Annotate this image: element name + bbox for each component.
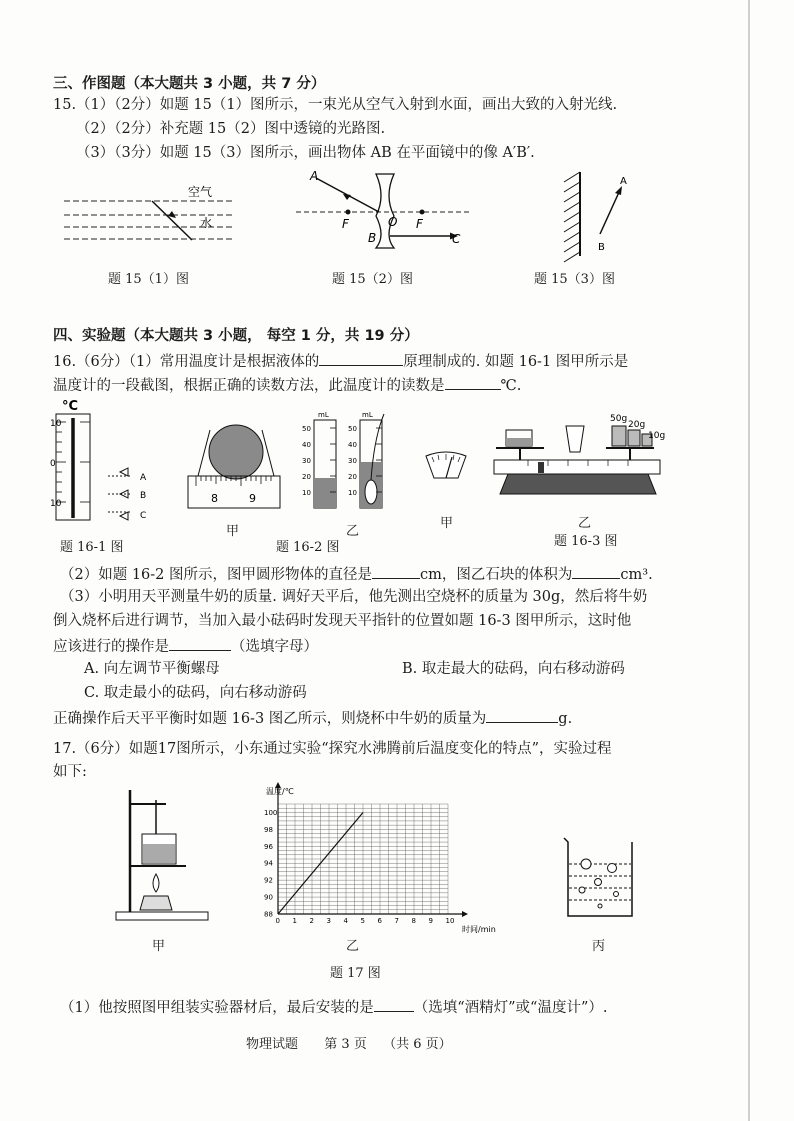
fig17-beaker-bubbles <box>560 834 640 924</box>
fig17-chart <box>244 780 506 940</box>
bubble <box>598 904 602 908</box>
fig15-2-caption: 题 15（2）图 <box>332 272 413 287</box>
q15-2-text: （2）（2分）补充题 15（2）图中透镜的光路图. <box>76 121 386 137</box>
footer-page: 第 3 页 <box>324 1037 367 1052</box>
refracted-ray <box>152 201 192 240</box>
fig15-1-caption: 题 15（1）图 <box>108 272 189 287</box>
q17-line1: 17.（6分）如题17图所示，小东通过实验“探究水沸腾前后温度变化的特点”，实验过程 <box>53 741 612 757</box>
weight-20g <box>628 430 640 446</box>
fig16-1-caption: 题 16-1 图 <box>60 540 124 555</box>
fig16-3-jia-label: 甲 <box>440 516 454 531</box>
fig17-apparatus <box>112 784 212 924</box>
q17-1-part2: （选填“酒精灯”或“温度计”）. <box>413 1000 608 1016</box>
q16-line1 <box>53 350 628 372</box>
q15-1-text: 15.（1）（2分）如题 15（1）图所示，一束光从空气入射到水面，画出大致的入射光线. <box>53 97 618 113</box>
q16-line2-part1: 温度计的一段截图，根据正确的读数方法，此温度计的读数是 <box>53 378 445 394</box>
x-tick-label: 4 <box>343 917 348 925</box>
option-A: A. 向左调节平衡螺母 <box>84 661 220 677</box>
q16-blank-operation[interactable] <box>169 635 231 651</box>
air-label: 空气 <box>188 185 213 199</box>
cylinder2-unit: mL <box>362 411 373 419</box>
fig15-1-diagram <box>64 180 244 250</box>
fig17-yi-label: 乙 <box>346 939 360 954</box>
chart-xlabel: 时间/min <box>462 925 496 934</box>
q16-3-line3 <box>53 635 318 657</box>
fig16-2-yi-label: 乙 <box>346 524 360 539</box>
balance-base <box>500 474 656 494</box>
fig17-bing-label: 丙 <box>592 939 606 954</box>
cyl2-tick-20: 20 <box>348 473 357 481</box>
cyl1-tick-10: 10 <box>302 489 311 497</box>
fig17-jia-label: 甲 <box>152 939 166 954</box>
q15-3-text: （3）（3分）如题 15（3）图所示，画出物体 AB 在平面镜中的像 A′B′. <box>76 145 535 161</box>
x-tick-label: 1 <box>292 917 297 925</box>
object-AB <box>600 190 620 234</box>
thermo-option-A: A <box>140 473 147 483</box>
thermo-option-C: C <box>140 511 147 521</box>
y-tick-label: 100 <box>264 808 278 817</box>
optical-center-O: O <box>388 215 398 229</box>
y-tick-label: 88 <box>264 910 273 919</box>
thermo-tick-10: 10 <box>50 419 62 429</box>
cyl1-tick-50: 50 <box>302 425 311 433</box>
q16-3-part1: 应该进行的操作是 <box>53 639 169 655</box>
q17-1-part1: （1）他按照图甲组装实验器材后，最后安装的是 <box>60 1000 374 1016</box>
thermo-option-B: B <box>140 491 147 501</box>
bubble <box>614 892 619 897</box>
point-C: C <box>452 232 461 246</box>
fig16-3-balance <box>488 408 668 508</box>
y-tick-label: 90 <box>264 893 273 902</box>
fig16-3-caption: 题 16-3 图 <box>554 534 618 549</box>
cyl2-tick-40: 40 <box>348 441 357 449</box>
chart-ylabel: 温度/℃ <box>266 787 294 796</box>
fig16-3-yi-label: 乙 <box>578 516 592 531</box>
q16-line1-part2: 原理制成的. 如题 16-1 图甲所示是 <box>403 354 629 370</box>
alcohol-lamp <box>140 896 172 910</box>
fig16-2-ruler <box>184 420 284 520</box>
q16-2-part3: cm³. <box>620 567 653 583</box>
ruler-mark-8: 8 <box>211 492 218 505</box>
option-C: C. 取走最小的砝码，向右移动游码 <box>84 685 307 701</box>
q16-4-part1: 正确操作后天平平衡时如题 16-3 图乙所示，则烧杯中牛奶的质量为 <box>53 711 487 727</box>
q16-3-line1: （3）小明用天平测量牛奶的质量. 调好天平后，他先测出空烧杯的质量为 30g，然后将牛奶 <box>60 589 648 605</box>
q16-4-line <box>53 707 572 729</box>
q16-3-part2: （选填字母） <box>231 639 318 655</box>
focus-F-right: F <box>416 217 423 231</box>
cyl2-tick-10: 10 <box>348 489 357 497</box>
weight-50g <box>612 426 626 446</box>
cyl2-tick-30: 30 <box>348 457 357 465</box>
thermo-tick-m10: 10 <box>50 499 62 509</box>
rider <box>538 462 544 473</box>
fig16-3-pointer-dial <box>422 448 472 496</box>
cyl2-tick-50: 50 <box>348 425 357 433</box>
fig17-caption: 题 17 图 <box>330 966 381 981</box>
fig16-2-jia-label: 甲 <box>226 524 240 539</box>
footer-total: （共 6 页） <box>383 1037 452 1052</box>
chart-grid <box>278 804 448 914</box>
q16-4-part2: g. <box>558 711 573 727</box>
q16-2-line <box>60 563 653 585</box>
thermo-tick-0: 0 <box>50 459 56 469</box>
q16-3-line2: 倒入烧杯后进行调节，当加入最小砝码时发现天平指针的位置如题 16-3 图甲所示，这时他 <box>53 613 632 629</box>
fig16-2-caption: 题 16-2 图 <box>276 540 340 555</box>
balance-beam <box>494 460 660 474</box>
x-tick-label: 0 <box>275 917 280 925</box>
fig15-2-diagram <box>296 168 476 253</box>
y-tick-label: 96 <box>264 842 273 851</box>
q16-line1-part1: 16.（6分）（1）常用温度计是根据液体的 <box>53 354 320 370</box>
x-tick-label: 8 <box>411 917 416 925</box>
cyl1-tick-20: 20 <box>302 473 311 481</box>
q16-blank-reading[interactable] <box>445 374 501 390</box>
chart-ticks <box>264 809 454 925</box>
focus-F-left: F <box>342 217 349 231</box>
footer-subject: 物理试题 <box>246 1037 299 1052</box>
object-label-B: B <box>598 242 605 253</box>
q17-1-line <box>60 996 608 1018</box>
fig16-1-thermometer <box>50 398 160 526</box>
y-tick-label: 92 <box>264 876 273 885</box>
x-tick-label: 5 <box>360 917 365 925</box>
q17-blank-last-installed[interactable] <box>374 996 414 1012</box>
bubble <box>581 859 591 869</box>
q16-2-part2: cm，图乙石块的体积为 <box>420 567 573 583</box>
q16-blank-mass[interactable] <box>486 707 558 723</box>
fig15-3-caption: 题 15（3）图 <box>534 272 615 287</box>
scan-edge-line <box>748 0 750 1121</box>
point-A: A <box>310 169 319 183</box>
fig15-3-diagram <box>560 168 640 263</box>
thermo-unit: °C <box>62 399 79 414</box>
object-label-A: A <box>620 176 627 187</box>
beaker-outline <box>564 838 632 916</box>
ruler-mark-9: 9 <box>249 492 256 505</box>
x-tick-label: 3 <box>326 917 331 925</box>
weight-20g-label: 20g <box>628 420 646 430</box>
q16-line2-part2: ℃. <box>500 378 522 394</box>
x-tick-label: 10 <box>445 917 455 925</box>
stand-base <box>116 912 208 920</box>
section4-title: 四、实验题（本大题共 3 小题， 每空 1 分，共 19 分） <box>53 328 419 344</box>
cyl1-tick-40: 40 <box>302 441 311 449</box>
y-tick-label: 98 <box>264 825 273 834</box>
bubble <box>608 864 617 873</box>
q16-2-part1: （2）如题 16-2 图所示，图甲圆形物体的直径是 <box>60 567 373 583</box>
flame <box>153 874 159 892</box>
point-B: B <box>368 231 377 245</box>
weight-50g-label: 50g <box>610 414 628 424</box>
bubble <box>595 879 602 886</box>
y-tick-label: 94 <box>264 859 273 868</box>
x-tick-label: 2 <box>309 917 314 925</box>
x-tick-label: 9 <box>428 917 433 925</box>
option-B: B. 取走最大的砝码，向右移动游码 <box>402 661 625 677</box>
q16-blank-principle[interactable] <box>319 350 403 366</box>
page-footer <box>246 1033 452 1052</box>
bubble <box>579 887 585 893</box>
x-tick-label: 6 <box>377 917 382 925</box>
round-object <box>209 425 263 479</box>
x-axis-arrow <box>462 911 468 917</box>
q16-blank-volume[interactable] <box>572 563 620 579</box>
cyl1-tick-30: 30 <box>302 457 311 465</box>
fig16-2-cylinders <box>300 408 390 518</box>
section3-title: 三、作图题（本大题共 3 小题，共 7 分） <box>53 76 326 92</box>
weight-10g-label: 10g <box>648 431 666 441</box>
water-label: 水 <box>200 216 213 230</box>
q16-line2 <box>53 374 521 396</box>
q16-blank-diameter[interactable] <box>372 563 420 579</box>
q17-line2: 如下: <box>53 764 87 780</box>
x-tick-label: 7 <box>394 917 399 925</box>
cylinder1-unit: mL <box>318 411 329 419</box>
